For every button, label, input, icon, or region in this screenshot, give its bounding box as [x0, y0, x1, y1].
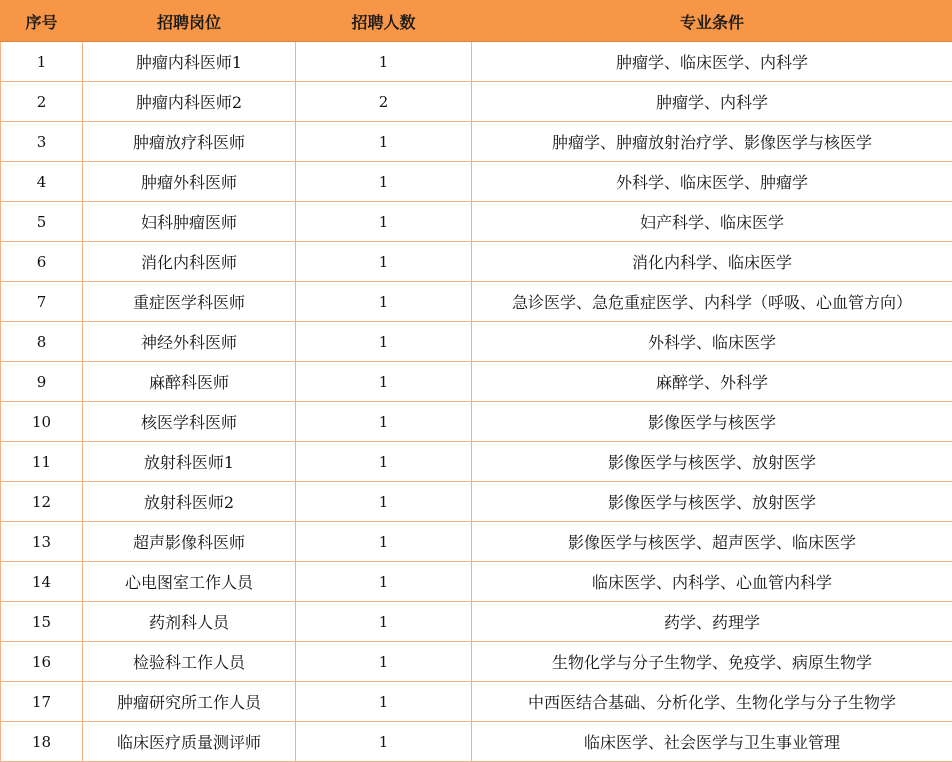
cell-serial-number: 1: [1, 42, 83, 82]
cell-headcount: 1: [296, 682, 472, 722]
cell-serial-number: 18: [1, 722, 83, 762]
cell-position: 放射科医师2: [83, 482, 296, 522]
table-row: [1, 82, 952, 122]
cell-headcount: 1: [296, 642, 472, 682]
table-header-row: [1, 1, 952, 42]
cell-position: 麻醉科医师: [83, 362, 296, 402]
cell-serial-number: 12: [1, 482, 83, 522]
cell-position: 重症医学科医师: [83, 282, 296, 322]
cell-major-requirements: 影像医学与核医学、超声医学、临床医学: [472, 522, 952, 562]
table-row: [1, 482, 952, 522]
table-row: [1, 42, 952, 82]
cell-serial-number: 7: [1, 282, 83, 322]
cell-major-requirements: 外科学、临床医学: [472, 322, 952, 362]
cell-major-requirements: 药学、药理学: [472, 602, 952, 642]
cell-position: 肿瘤内科医师2: [83, 82, 296, 122]
cell-position: 肿瘤内科医师1: [83, 42, 296, 82]
cell-headcount: 1: [296, 522, 472, 562]
cell-serial-number: 16: [1, 642, 83, 682]
cell-headcount: 1: [296, 362, 472, 402]
cell-headcount: 1: [296, 402, 472, 442]
cell-position: 检验科工作人员: [83, 642, 296, 682]
cell-headcount: 1: [296, 122, 472, 162]
cell-serial-number: 17: [1, 682, 83, 722]
table-row: [1, 162, 952, 202]
cell-position: 心电图室工作人员: [83, 562, 296, 602]
cell-headcount: 1: [296, 602, 472, 642]
cell-headcount: 1: [296, 282, 472, 322]
cell-headcount: 1: [296, 162, 472, 202]
cell-position: 肿瘤研究所工作人员: [83, 682, 296, 722]
cell-position: 肿瘤外科医师: [83, 162, 296, 202]
cell-position: 消化内科医师: [83, 242, 296, 282]
cell-position: 药剂科人员: [83, 602, 296, 642]
table-row: [1, 722, 952, 762]
cell-major-requirements: 外科学、临床医学、肿瘤学: [472, 162, 952, 202]
cell-serial-number: 3: [1, 122, 83, 162]
cell-serial-number: 15: [1, 602, 83, 642]
header-major-requirements: 专业条件: [472, 1, 952, 42]
cell-position: 核医学科医师: [83, 402, 296, 442]
table-row: [1, 362, 952, 402]
header-headcount: 招聘人数: [296, 1, 472, 42]
cell-major-requirements: 肿瘤学、肿瘤放射治疗学、影像医学与核医学: [472, 122, 952, 162]
cell-headcount: 2: [296, 82, 472, 122]
cell-major-requirements: 肿瘤学、临床医学、内科学: [472, 42, 952, 82]
cell-position: 放射科医师1: [83, 442, 296, 482]
table-row: [1, 602, 952, 642]
cell-headcount: 1: [296, 482, 472, 522]
table-row: [1, 122, 952, 162]
table-row: [1, 442, 952, 482]
cell-headcount: 1: [296, 322, 472, 362]
table-row: [1, 522, 952, 562]
cell-serial-number: 10: [1, 402, 83, 442]
table-row: [1, 322, 952, 362]
table-row: [1, 682, 952, 722]
cell-headcount: 1: [296, 242, 472, 282]
cell-position: 超声影像科医师: [83, 522, 296, 562]
table-row: [1, 562, 952, 602]
cell-serial-number: 5: [1, 202, 83, 242]
cell-headcount: 1: [296, 562, 472, 602]
cell-major-requirements: 影像医学与核医学、放射医学: [472, 482, 952, 522]
cell-serial-number: 11: [1, 442, 83, 482]
cell-serial-number: 13: [1, 522, 83, 562]
cell-major-requirements: 麻醉学、外科学: [472, 362, 952, 402]
cell-serial-number: 14: [1, 562, 83, 602]
cell-headcount: 1: [296, 42, 472, 82]
table-row: [1, 642, 952, 682]
cell-position: 临床医疗质量测评师: [83, 722, 296, 762]
cell-major-requirements: 生物化学与分子生物学、免疫学、病原生物学: [472, 642, 952, 682]
cell-headcount: 1: [296, 442, 472, 482]
header-serial-number: 序号: [1, 1, 83, 42]
cell-serial-number: 4: [1, 162, 83, 202]
cell-serial-number: 6: [1, 242, 83, 282]
cell-major-requirements: 急诊医学、急危重症医学、内科学（呼吸、心血管方向）: [472, 282, 952, 322]
table-row: [1, 282, 952, 322]
cell-major-requirements: 临床医学、内科学、心血管内科学: [472, 562, 952, 602]
cell-position: 妇科肿瘤医师: [83, 202, 296, 242]
cell-major-requirements: 临床医学、社会医学与卫生事业管理: [472, 722, 952, 762]
cell-serial-number: 9: [1, 362, 83, 402]
table-row: [1, 202, 952, 242]
table-row: [1, 242, 952, 282]
cell-major-requirements: 影像医学与核医学: [472, 402, 952, 442]
cell-serial-number: 8: [1, 322, 83, 362]
cell-headcount: 1: [296, 202, 472, 242]
cell-serial-number: 2: [1, 82, 83, 122]
cell-major-requirements: 消化内科学、临床医学: [472, 242, 952, 282]
cell-major-requirements: 中西医结合基础、分析化学、生物化学与分子生物学: [472, 682, 952, 722]
cell-major-requirements: 肿瘤学、内科学: [472, 82, 952, 122]
cell-position: 肿瘤放疗科医师: [83, 122, 296, 162]
cell-headcount: 1: [296, 722, 472, 762]
cell-major-requirements: 妇产科学、临床医学: [472, 202, 952, 242]
cell-major-requirements: 影像医学与核医学、放射医学: [472, 442, 952, 482]
cell-position: 神经外科医师: [83, 322, 296, 362]
table-row: [1, 402, 952, 442]
header-position: 招聘岗位: [83, 1, 296, 42]
